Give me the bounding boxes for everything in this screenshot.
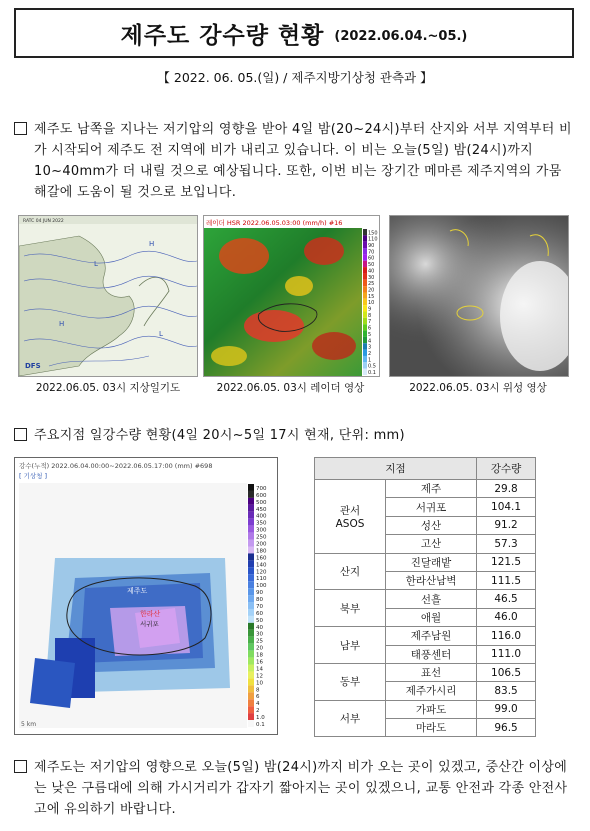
- radar-scale-label: 15: [368, 293, 375, 300]
- rain-scale-label: 8: [256, 687, 260, 694]
- table-rainfall-cell: 121.5: [477, 553, 536, 571]
- svg-text:L: L: [94, 260, 98, 268]
- rain-scale-swatch: [248, 498, 254, 505]
- radar-scale-label: 9: [368, 306, 372, 313]
- rain-scale-swatch: [248, 533, 254, 540]
- table-rainfall-cell: 116.0: [477, 627, 536, 645]
- table-group-cell: 서부: [315, 700, 386, 737]
- table-row: [315, 553, 536, 571]
- rain-scale-label: 14: [256, 666, 263, 673]
- rain-scale-swatch: [248, 630, 254, 637]
- table-station-cell: 제주가시리: [386, 682, 477, 700]
- rain-scale-swatch: [248, 678, 254, 685]
- radar-scale-label: 25: [368, 281, 375, 288]
- rain-scale-label: 0.1: [256, 722, 265, 728]
- section2-title: 주요지점 일강수량 현황(4일 20시~5일 17시 현재, 단위: mm): [34, 428, 405, 443]
- rain-scale-swatch: [248, 685, 254, 692]
- table-group-cell: 관서 ASOS: [315, 480, 386, 554]
- square-bullet-icon: [14, 760, 27, 773]
- radar-image: [203, 215, 380, 377]
- rain-scale-swatch: [248, 671, 254, 678]
- radar-scale-swatch: [363, 292, 367, 298]
- radar-scale-swatch: [363, 331, 367, 337]
- rain-scale-swatch: [248, 616, 254, 623]
- table-rainfall-cell: 29.8: [477, 480, 536, 498]
- rain-scale-swatch: [248, 595, 254, 602]
- radar-scale-swatch: [363, 248, 367, 254]
- title-period: (2022.06.04.~05.): [334, 28, 468, 44]
- radar-scale-swatch: [363, 337, 367, 343]
- radar-scale-swatch: [363, 261, 367, 267]
- rain-scale-swatch: [248, 692, 254, 699]
- jeju-label: 제주도: [127, 587, 148, 595]
- radar-scale-swatch: [363, 356, 367, 362]
- radar-scale-swatch: [363, 318, 367, 324]
- radar-scale-swatch: [363, 267, 367, 273]
- rain-scale-swatch: [248, 637, 254, 644]
- table-station-cell: 표선: [386, 663, 477, 681]
- radar-scale-swatch: [363, 312, 367, 318]
- rain-scale-label: 700: [256, 485, 267, 492]
- table-rainfall-cell: 83.5: [477, 682, 536, 700]
- radar-scale-label: 5: [368, 331, 372, 338]
- table-row: [315, 480, 536, 498]
- radar-caption: 2022.06.05. 03시 레이더 영상: [216, 382, 365, 394]
- rain-scale-swatch: [248, 706, 254, 713]
- table-station-cell: 제주남원: [386, 627, 477, 645]
- radar-scale-label: 1: [368, 357, 372, 364]
- rain-scale-swatch: [248, 491, 254, 498]
- rain-scale-swatch: [248, 526, 254, 533]
- radar-scale-swatch: [363, 254, 367, 260]
- rain-scale-label: 200: [256, 541, 267, 548]
- rain-scale-swatch: [248, 658, 254, 665]
- rain-scale-label: 4: [256, 701, 260, 708]
- rain-scale-swatch: [248, 588, 254, 595]
- svg-text:L: L: [159, 330, 163, 338]
- radar-scale-swatch: [363, 350, 367, 356]
- radar-scale-label: 30: [368, 274, 375, 281]
- table-rainfall-cell: 111.5: [477, 571, 536, 589]
- rain-scale-label: 20: [256, 645, 263, 652]
- rain-scale-swatch: [248, 512, 254, 519]
- rain-scale-label: 180: [256, 548, 267, 555]
- seogwipo-label: 서귀포: [140, 620, 159, 628]
- dfs-logo: DFS: [25, 362, 41, 370]
- radar-scale-swatch: [363, 242, 367, 248]
- table-station-cell: 진달래밭: [386, 553, 477, 571]
- rain-scale-label: 2: [256, 708, 260, 715]
- radar-scale-label: 20: [368, 287, 375, 294]
- radar-scale-label: 2: [368, 350, 372, 357]
- rain-scale-label: 250: [256, 534, 267, 541]
- rain-scale-label: 400: [256, 513, 267, 520]
- radar-scale-swatch: [363, 280, 367, 286]
- table-rainfall-cell: 57.3: [477, 535, 536, 553]
- radar-scale-swatch: [363, 299, 367, 305]
- rain-scale-swatch: [248, 546, 254, 553]
- rainfall-table: [314, 457, 536, 737]
- table-station-cell: 고산: [386, 535, 477, 553]
- rain-scale-swatch: [248, 699, 254, 706]
- rain-scale-swatch: [248, 623, 254, 630]
- table-row: [315, 627, 536, 645]
- table-station-cell: 애월: [386, 608, 477, 626]
- radar-scale-label: 6: [368, 325, 372, 332]
- dateline: 【 2022. 06. 05.(일) / 제주지방기상청 관측과 】: [157, 70, 433, 85]
- radar-header: 레이더 HSR 2022.06.05.03:00 (mm/h) #16: [206, 219, 343, 227]
- rain-map-source: [ 기상청 ]: [19, 472, 48, 480]
- table-rainfall-cell: 91.2: [477, 516, 536, 534]
- rain-scale-label: 350: [256, 520, 267, 527]
- rain-scale-swatch: [248, 609, 254, 616]
- rain-scale-label: 40: [256, 624, 263, 631]
- paragraph-advice-text: 제주도는 저기압의 영향으로 오늘(5일) 밤(24시)까지 비가 오는 곳이 있겠고, 중산간 이상에는 낮은 구름대에 의해 가시거리가 갑자기 짧아지는 곳이 있겠으니, 교통 안전과 각종 안전사고에 유의하기 바랍니다.: [34, 760, 568, 817]
- radar-scale-label: 0.1: [368, 370, 376, 376]
- radar-scale-label: 10: [368, 300, 375, 307]
- table-row: [315, 590, 536, 608]
- rain-scale-swatch: [248, 560, 254, 567]
- rain-scale-swatch: [248, 720, 254, 727]
- svg-text:5 km: 5 km: [21, 721, 37, 728]
- rain-scale-label: 70: [256, 603, 263, 610]
- table-group-cell: 동부: [315, 663, 386, 700]
- table-rainfall-cell: 96.5: [477, 719, 536, 737]
- rain-scale-swatch: [248, 665, 254, 672]
- weather-map-tag: RATC 04 JUN 2022: [23, 219, 64, 224]
- rain-scale-swatch: [248, 581, 254, 588]
- rain-scale-label: 18: [256, 652, 263, 659]
- radar-scale-swatch: [363, 305, 367, 311]
- rain-scale-label: 12: [256, 673, 263, 680]
- table-group-cell: 북부: [315, 590, 386, 627]
- table-rainfall-cell: 46.5: [477, 590, 536, 608]
- section2-heading: [14, 425, 576, 446]
- paragraph-intro: [14, 119, 576, 203]
- radar-scale-swatch: [363, 286, 367, 292]
- radar-scale-label: 7: [368, 319, 372, 326]
- satellite-caption: 2022.06.05. 03시 위성 영상: [409, 382, 547, 394]
- radar-scale-label: 150: [368, 230, 378, 237]
- weather-map-caption: 2022.06.05. 03시 지상일기도: [35, 382, 181, 394]
- rain-scale-label: 1.0: [256, 715, 265, 722]
- table-station-cell: 성산: [386, 516, 477, 534]
- radar-scale-label: 90: [368, 243, 375, 250]
- svg-text:H: H: [59, 320, 65, 328]
- rainfall-map-image: [14, 457, 278, 735]
- rain-scale-label: 600: [256, 492, 267, 499]
- table-group-cell: 산지: [315, 553, 386, 590]
- rain-scale-swatch: [248, 602, 254, 609]
- table-station-cell: 마라도: [386, 719, 477, 737]
- title-box: [14, 8, 574, 58]
- table-station-cell: 가파도: [386, 700, 477, 718]
- rain-scale-swatch: [248, 651, 254, 658]
- rain-scale-label: 140: [256, 562, 267, 569]
- svg-text:H: H: [149, 240, 155, 248]
- rain-scale-label: 160: [256, 555, 267, 562]
- table-rainfall-cell: 99.0: [477, 700, 536, 718]
- rain-scale-swatch: [248, 484, 254, 491]
- radar-scale-label: 3: [368, 344, 372, 351]
- table-row: [315, 700, 536, 718]
- radar-scale-swatch: [363, 362, 367, 368]
- rain-scale-label: 500: [256, 499, 267, 506]
- radar-scale-swatch: [363, 324, 367, 330]
- satellite-image: [389, 215, 569, 377]
- table-rainfall-cell: 46.0: [477, 608, 536, 626]
- radar-scale-swatch: [363, 343, 367, 349]
- rain-scale-swatch: [248, 567, 254, 574]
- radar-scale-label: 60: [368, 255, 375, 262]
- table-station-cell: 제주: [386, 480, 477, 498]
- table-station-cell: 한라산남벽: [386, 571, 477, 589]
- table-header-row: [315, 458, 536, 480]
- radar-scale-label: 110: [368, 236, 378, 243]
- radar-scale-swatch: [363, 369, 367, 375]
- rain-scale-label: 6: [256, 694, 260, 701]
- radar-scale-swatch: [363, 235, 367, 241]
- paragraph-advice: [14, 757, 576, 820]
- table-row: [315, 663, 536, 681]
- rain-scale-label: 90: [256, 590, 263, 597]
- table-station-cell: 선흘: [386, 590, 477, 608]
- rain-scale-label: 300: [256, 527, 267, 534]
- rain-scale-label: 120: [256, 569, 267, 576]
- radar-scale-label: 4: [368, 338, 372, 345]
- paragraph-intro-text: 제주도 남쪽을 지나는 저기압의 영향을 받아 4일 밤(20~24시)부터 산지와 서부 지역부터 비가 시작되어 제주도 전 지역에 비가 내리고 있습니다. 이 비는 오늘(5일) 밤(24시)까지 10~40mm가 더 내릴 것으로 예상됩니다. 또한, 이번 비는 장기간 메마른 제주지역의 가뭄 해갈에 도움이 될 것으로 보입니다.: [34, 122, 572, 200]
- rain-scale-label: 50: [256, 617, 263, 624]
- rain-scale-swatch: [248, 713, 254, 720]
- weather-map-image: [18, 215, 198, 377]
- radar-scale-swatch: [363, 229, 367, 235]
- rain-scale-swatch: [248, 644, 254, 651]
- rain-scale-label: 450: [256, 506, 267, 513]
- rain-scale-label: 80: [256, 597, 263, 604]
- rain-scale-label: 16: [256, 659, 263, 666]
- rain-scale-label: 30: [256, 631, 263, 638]
- square-bullet-icon: [14, 122, 27, 135]
- rain-scale-swatch: [248, 553, 254, 560]
- rain-scale-label: 25: [256, 638, 263, 645]
- radar-scale-label: 50: [368, 262, 375, 269]
- page-title: 제주도 강수량 현황: [120, 22, 325, 49]
- rain-map-header: 강수(누적) 2022.06.04.00:00~2022.06.05.17:00 (mm) #698: [19, 462, 213, 470]
- rain-scale-swatch: [248, 574, 254, 581]
- radar-scale-label: 70: [368, 249, 375, 256]
- table-group-cell: 남부: [315, 627, 386, 664]
- table-station-cell: 서귀포: [386, 498, 477, 516]
- rain-scale-swatch: [248, 519, 254, 526]
- table-rainfall-cell: 111.0: [477, 645, 536, 663]
- rain-scale-label: 110: [256, 576, 267, 583]
- halla-label: 한라산: [140, 610, 161, 618]
- table-rainfall-cell: 106.5: [477, 663, 536, 681]
- rain-scale-swatch: [248, 540, 254, 547]
- table-header-station: 지점: [315, 458, 477, 480]
- rain-scale-label: 10: [256, 680, 263, 687]
- table-station-cell: 태풍센터: [386, 645, 477, 663]
- table-rainfall-cell: 104.1: [477, 498, 536, 516]
- radar-scale-label: 40: [368, 268, 375, 275]
- rain-scale-label: 60: [256, 610, 263, 617]
- rain-scale-swatch: [248, 505, 254, 512]
- rain-scale-label: 100: [256, 583, 267, 590]
- table-header-rainfall: 강수량: [477, 458, 536, 480]
- radar-scale-label: 0.5: [368, 363, 376, 370]
- square-bullet-icon: [14, 428, 27, 441]
- radar-scale-label: 8: [368, 312, 372, 319]
- radar-scale-swatch: [363, 273, 367, 279]
